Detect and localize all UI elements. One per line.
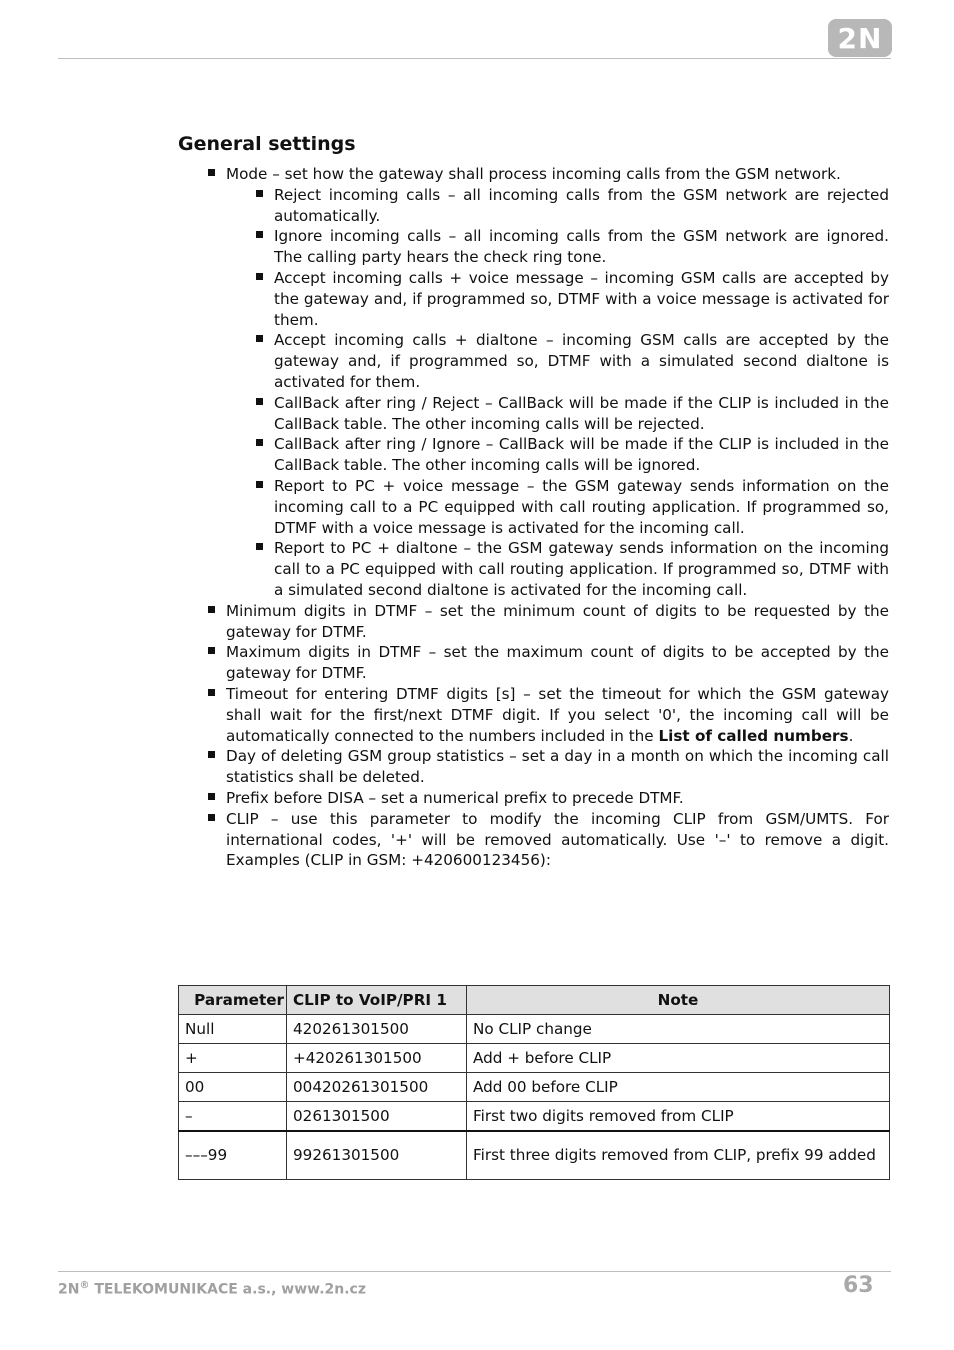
list-item: Accept incoming calls + voice message – incoming GSM calls are accepted by the gateway and, if programmed so, DTMF with a voice message is activated for them. xyxy=(254,268,889,330)
table-cell: No CLIP change xyxy=(467,1015,890,1044)
footer-company-text: TELEKOMUNIKACE a.s., www.2n.cz xyxy=(89,1281,366,1298)
list-item-text: Timeout for entering DTMF digits [s] – set the timeout for which the GSM gateway shall wait for the first/next DTMF digit. If you select '0', the incoming call will be automatically connected to the numbers included in the xyxy=(226,684,889,745)
company-logo: 2N xyxy=(828,19,892,57)
list-item: Ignore incoming calls – all incoming calls from the GSM network are ignored. The calling party hears the check ring tone. xyxy=(254,226,889,268)
header-rule xyxy=(58,58,891,59)
table-row xyxy=(179,1044,890,1073)
mode-options-list xyxy=(254,185,889,601)
list-item-mode xyxy=(206,164,889,601)
list-item: Report to PC + dialtone – the GSM gateway sends information on the incoming call to a PC equipped with call routing application. If programmed so, DTMF with a simulated second dialtone is activated for the incoming call. xyxy=(254,538,889,600)
table-row xyxy=(179,1073,890,1102)
footer-brand: 2N xyxy=(58,1281,80,1298)
table-cell: – xyxy=(179,1102,287,1132)
table-header-clip: CLIP to VoIP/PRI 1 xyxy=(287,986,467,1015)
table-cell: –––99 xyxy=(179,1131,287,1179)
list-item-text: Mode – set how the gateway shall process incoming calls from the GSM network. xyxy=(226,165,841,183)
table-header-note: Note xyxy=(467,986,890,1015)
footer-company xyxy=(58,1280,366,1298)
footer-rule xyxy=(58,1271,891,1272)
list-item: Reject incoming calls – all incoming calls from the GSM network are rejected automatically. xyxy=(254,185,889,227)
table-cell: First two digits removed from CLIP xyxy=(467,1102,890,1132)
table-cell: Add 00 before CLIP xyxy=(467,1073,890,1102)
table-header-parameter: Parameter xyxy=(179,986,287,1015)
list-item: Accept incoming calls + dialtone – incoming GSM calls are accepted by the gateway and, if programmed so, DTMF with a simulated second dialtone is activated for them. xyxy=(254,330,889,392)
list-item: CallBack after ring / Ignore – CallBack will be made if the CLIP is included in the CallBack table. The other incoming calls will be ignored. xyxy=(254,434,889,476)
list-item: Maximum digits in DTMF – set the maximum count of digits to be accepted by the gateway for DTMF. xyxy=(206,642,889,684)
table-cell: 99261301500 xyxy=(287,1131,467,1179)
table-cell: +420261301500 xyxy=(287,1044,467,1073)
list-item: CallBack after ring / Reject – CallBack will be made if the CLIP is included in the CallBack table. The other incoming calls will be rejected. xyxy=(254,393,889,435)
table-cell: + xyxy=(179,1044,287,1073)
list-item-text-end: . xyxy=(848,726,854,745)
settings-list xyxy=(206,164,889,871)
list-item: Minimum digits in DTMF – set the minimum count of digits to be requested by the gateway for DTMF. xyxy=(206,601,889,643)
list-item: CLIP – use this parameter to modify the incoming CLIP from GSM/UMTS. For international codes, '+' will be removed automatically. Use '–' to remove a digit. Examples (CLIP in GSM: +420600123456): xyxy=(206,809,889,871)
list-item: Day of deleting GSM group statistics – set a day in a month on which the incoming call statistics shall be deleted. xyxy=(206,746,889,788)
table-cell: Null xyxy=(179,1015,287,1044)
table-row xyxy=(179,1015,890,1044)
table-cell: Add + before CLIP xyxy=(467,1044,890,1073)
table-row xyxy=(179,1131,890,1179)
bold-reference: List of called numbers xyxy=(658,726,849,745)
table-cell: First three digits removed from CLIP, prefix 99 added xyxy=(467,1131,890,1179)
table-cell: 0261301500 xyxy=(287,1102,467,1132)
page-number: 63 xyxy=(843,1273,874,1298)
table-cell: 00420261301500 xyxy=(287,1073,467,1102)
section-title: General settings xyxy=(178,133,356,155)
list-item: Report to PC + voice message – the GSM gateway sends information on the incoming call to a PC equipped with call routing application. If programmed so, DTMF with a voice message is activated for the incoming call. xyxy=(254,476,889,538)
list-item: Prefix before DISA – set a numerical prefix to precede DTMF. xyxy=(206,788,889,809)
table-cell: 00 xyxy=(179,1073,287,1102)
table-cell: 420261301500 xyxy=(287,1015,467,1044)
table-row xyxy=(179,1102,890,1132)
clip-examples-table xyxy=(178,985,890,1180)
registered-mark: ® xyxy=(79,1280,90,1291)
list-item-timeout xyxy=(206,684,889,746)
table-header-row xyxy=(179,986,890,1015)
